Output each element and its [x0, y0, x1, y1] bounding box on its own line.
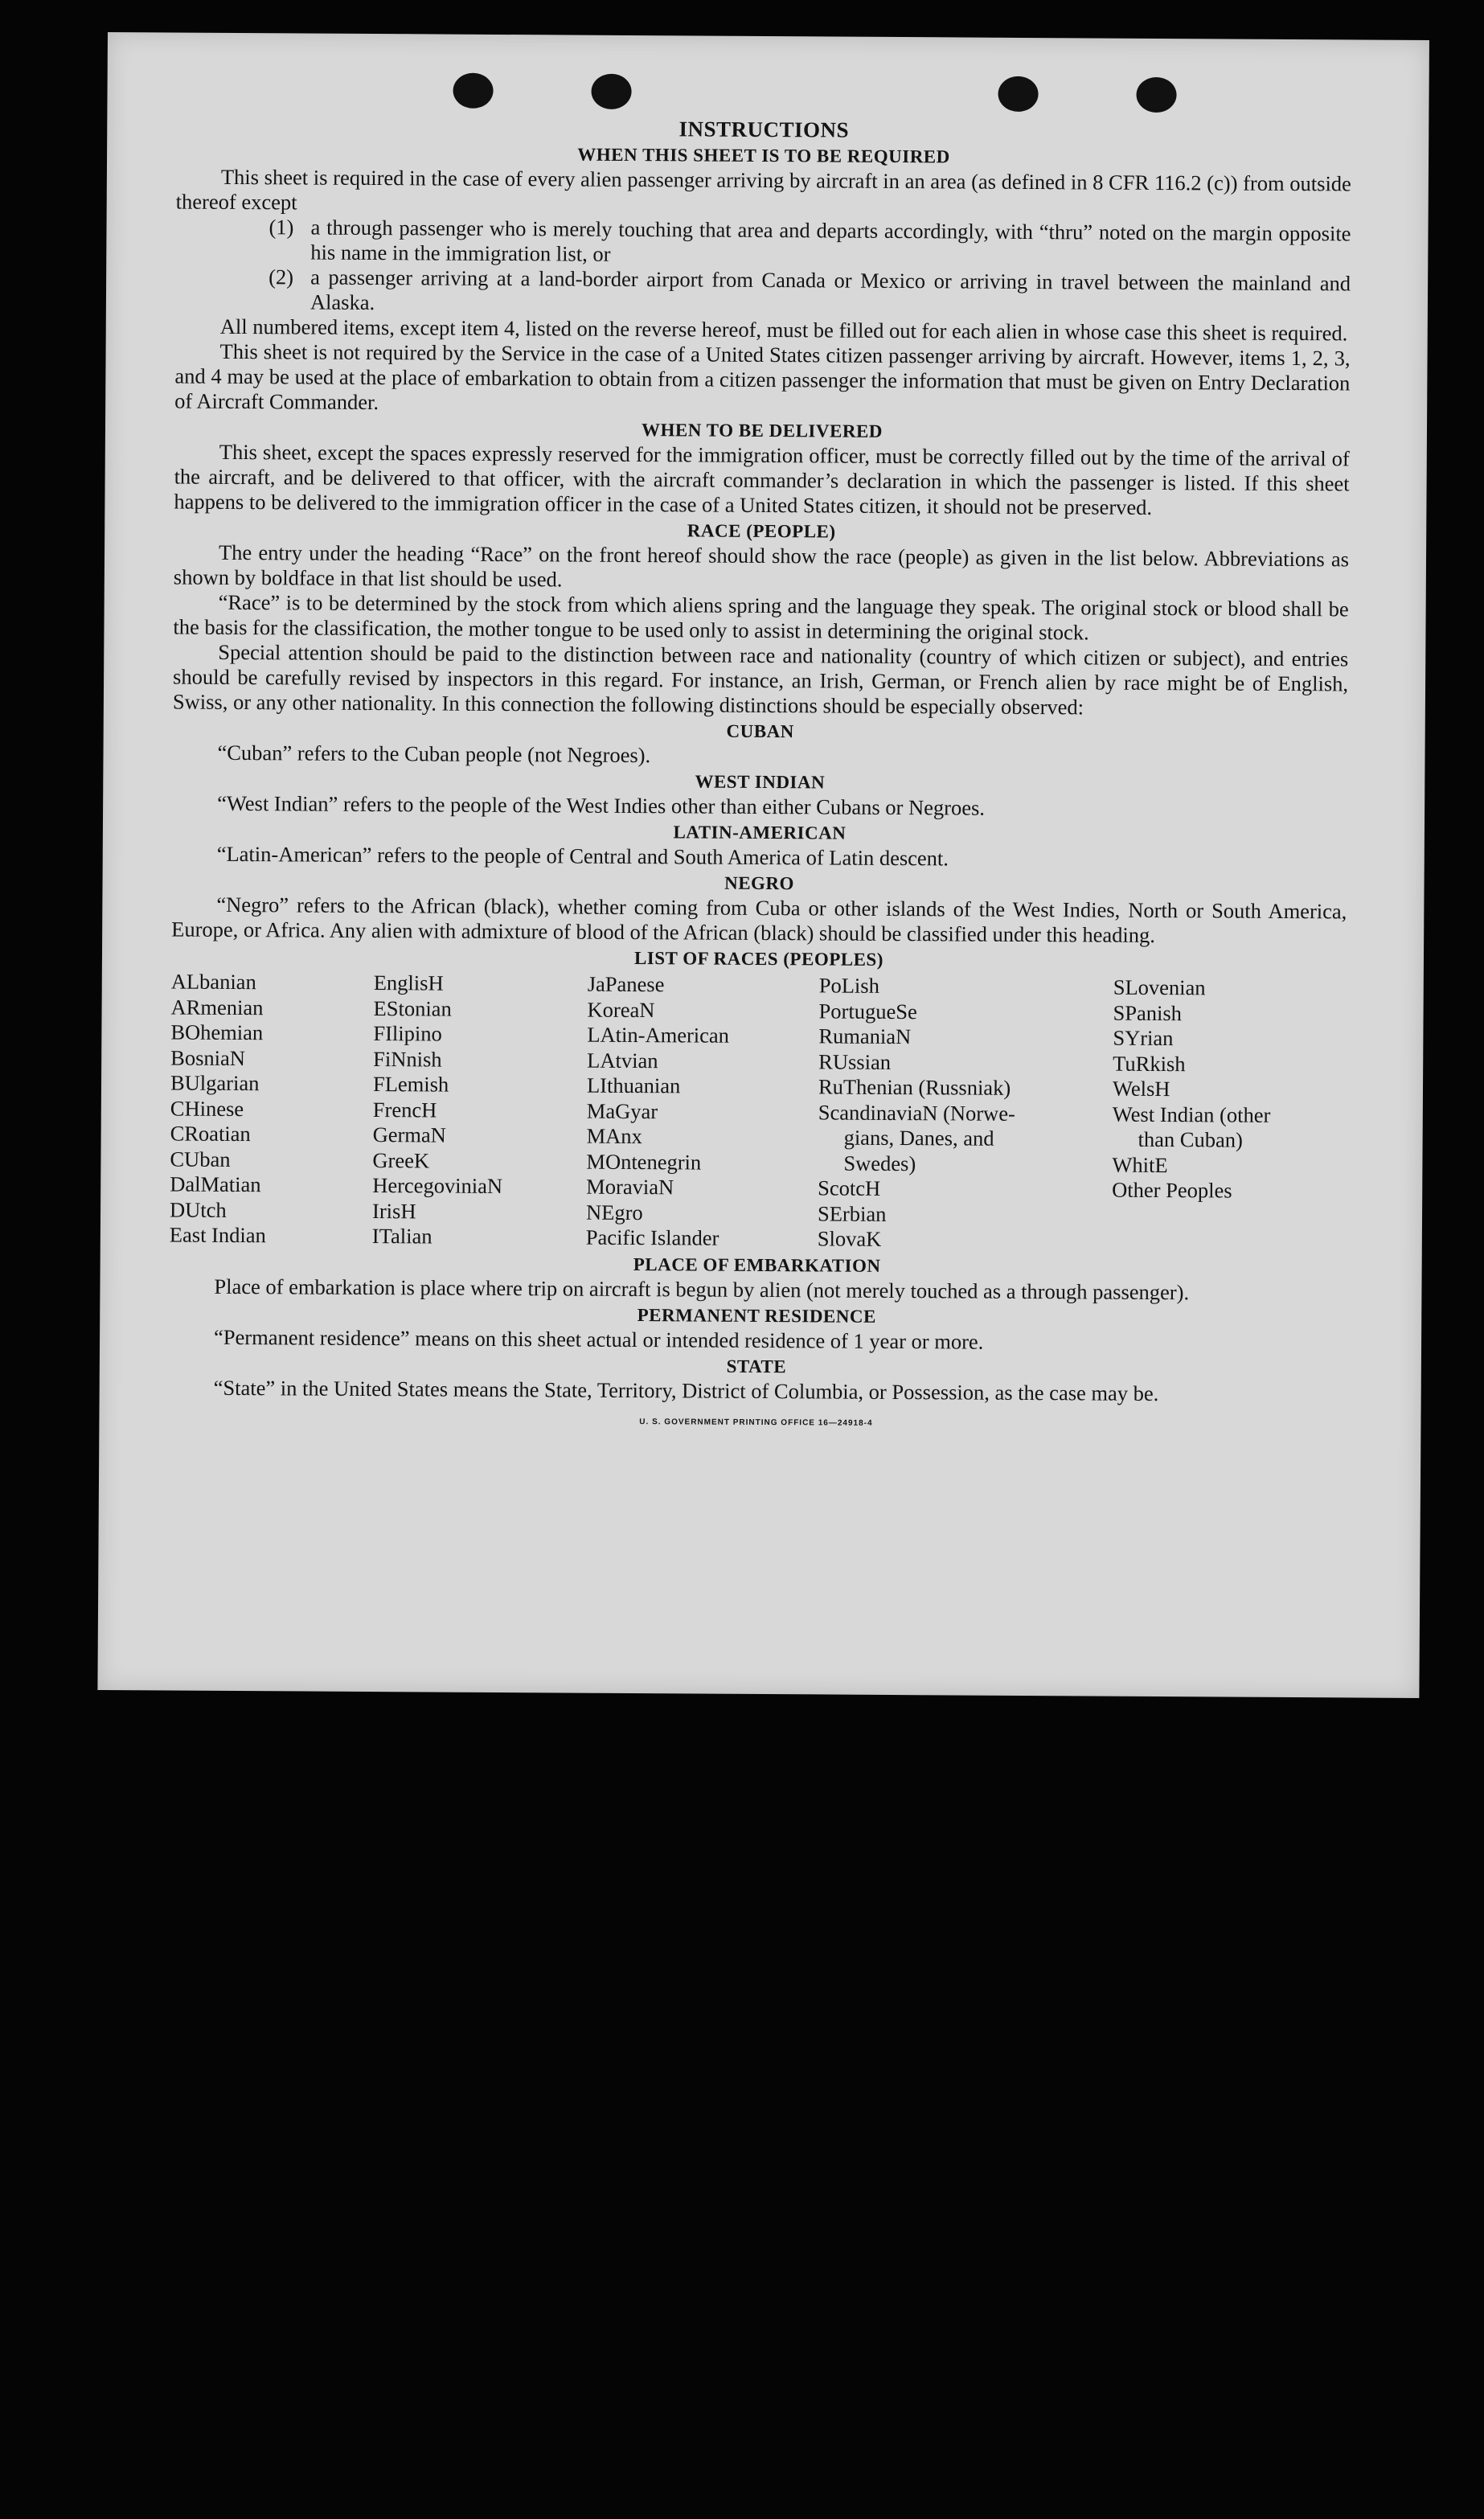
item-text: a through passenger who is merely touching that area and departs accordingly, with “thru” noted on the margin opposite his name in the immigration list, or [310, 215, 1351, 266]
section-heading: PLACE OF EMBARKATION [633, 1253, 881, 1276]
paragraph: “State” in the United States means the State, Territory, District of Columbia, or Possession, as the case may be. [213, 1375, 1159, 1405]
race-column [1112, 975, 1347, 1255]
race-item: TuRkish [1113, 1051, 1186, 1076]
race-column [818, 973, 1113, 1253]
race-item: FLemish [372, 1072, 449, 1097]
race-item: KoreaN [587, 997, 655, 1022]
section-heading: LATIN-AMERICAN [673, 822, 847, 843]
race-item: CUban [170, 1146, 231, 1171]
printer-imprint: U. S. GOVERNMENT PRINTING OFFICE 16—24918-4 [639, 1417, 873, 1428]
race-item: WelsH [1112, 1076, 1170, 1102]
race-item: ScotcH [818, 1175, 881, 1200]
paragraph: Special attention should be paid to the distinction between race and nationality (country of which citizen or subject), and entries should be carefully revised by inspectors in this regard. For instance, an Irish, German, or French alien by race might be of English, Swiss, or any other nationality. In this connection the following distinctions should be especially observed: [172, 639, 1349, 720]
punch-hole [998, 76, 1038, 112]
race-item: LAtvian [587, 1048, 658, 1073]
race-item: RuThenian (Russniak) [818, 1074, 1011, 1100]
paragraph: “Race” is to be determined by the stock from which aliens spring and the language they speak. The original stock or blood shall be the basis for the classification, the mother tongue to be used only to assist in determining the original stock. [173, 589, 1349, 645]
race-item: SlovaK [817, 1226, 882, 1251]
race-item: DUtch [169, 1196, 227, 1222]
race-item: MAnx [586, 1123, 642, 1149]
race-item: CRoatian [170, 1121, 251, 1147]
race-item: FIlipino [373, 1021, 442, 1046]
paragraph: “Latin-American” refers to the people of Central and South America of Latin descent. [216, 841, 949, 871]
race-item: BUlgarian [170, 1070, 260, 1096]
race-item: GermaN [372, 1122, 446, 1147]
race-item: SPanish [1113, 1000, 1183, 1025]
race-item: IrisH [371, 1198, 416, 1223]
race-item: ITalian [371, 1224, 432, 1249]
race-item: RumaniaN [818, 1024, 912, 1049]
paragraph: “Cuban” refers to the Cuban people (not Negroes). [217, 740, 651, 768]
race-item: CHinese [170, 1096, 244, 1121]
paragraph: All numbered items, except item 4, listed on the reverse hereof, must be filled out for each alien in whose case this sheet is required. [219, 314, 1348, 346]
race-item: PortugueSe [818, 998, 917, 1024]
race-column [170, 970, 374, 1249]
paragraph: This sheet is required in the case of every alien passenger arriving by aircraft in an area (as defined in 8 CFR 116.2 (c)) from outside thereof except [175, 164, 1351, 215]
race-item: NEgro [585, 1200, 643, 1225]
paragraph: The entry under the heading “Race” on the front hereof should show the race (people) as given in the list below. Abbreviations as shown by boldface in that list should be used. [173, 539, 1350, 592]
race-item: Other Peoples [1112, 1177, 1232, 1203]
paragraph: “Negro” refers to the African (black), whether coming from Cuba or other islands of the West Indies, North or South America, Europe, or Africa. Any alien with admixture of blood of the African (black) should be classified under this heading. [171, 892, 1347, 947]
section-heading: WHEN THIS SHEET IS TO BE REQUIRED [577, 144, 950, 167]
paragraph: “West Indian” refers to the people of the West Indies other than either Cubans or Negroes. [217, 790, 986, 820]
document-page [97, 32, 1429, 1698]
item-number: (2) [269, 265, 294, 289]
paragraph: “Permanent residence” means on this sheet actual or intended residence of 1 year or more. [214, 1324, 984, 1354]
race-item: HercegoviniaN [372, 1173, 503, 1199]
race-item: ARmenian [170, 995, 264, 1019]
section-heading: CUBAN [726, 720, 794, 742]
list-item [269, 215, 1351, 271]
section-heading: STATE [726, 1356, 787, 1376]
paragraph: Place of embarkation is place where trip on aircraft is begun by alien (not merely touched as a through passenger). [214, 1274, 1190, 1304]
race-item: BOhemian [170, 1019, 264, 1045]
page-title: INSTRUCTIONS [678, 117, 850, 142]
section-heading: PERMANENT RESIDENCE [637, 1304, 876, 1327]
punch-hole [591, 74, 631, 109]
punch-hole [1136, 77, 1176, 113]
race-item: DalMatian [170, 1171, 261, 1197]
race-item: Pacific Islander [585, 1225, 719, 1250]
paragraph: This sheet, except the spaces expressly reserved for the immigration officer, must be correctly filled out by the time of the arrival of the aircraft, and be delivered to that officer, with the aircraft commander’s declaration in which the passenger is listed. If this sheet happens to be delivered to the immigration officer in the case of a United States citizen, it should not be preserved. [174, 439, 1350, 519]
race-column [586, 972, 819, 1252]
list-item [269, 265, 1351, 321]
paragraph: This sheet is not required by the Service in the case of a United States citizen passenger arriving by aircraft. However, items 1, 2, 3, and 4 may be used at the place of embarkation to obtain from a citizen passenger the information that must be given on Entry Declaration of Aircraft Commander. [174, 338, 1351, 415]
race-item: RUssian [818, 1048, 892, 1074]
race-item: WhitE [1112, 1152, 1168, 1177]
race-item: FiNnish [373, 1046, 442, 1072]
race-item-continued: Swedes) [843, 1151, 916, 1175]
section-heading: WEST INDIAN [695, 771, 826, 793]
race-item-continued: than Cuban) [1138, 1126, 1243, 1152]
race-item: GreeK [372, 1147, 430, 1172]
race-item: SErbian [817, 1200, 887, 1226]
race-column [372, 970, 588, 1250]
race-item: BosniaN [170, 1045, 246, 1070]
item-number: (1) [269, 215, 294, 240]
race-list [170, 970, 1347, 1255]
race-item: ScandinaviaN (Norwe- [818, 1099, 1015, 1126]
section-heading: WHEN TO BE DELIVERED [641, 420, 883, 441]
race-item: MOntenegrin [586, 1149, 702, 1175]
race-item: LIthuanian [586, 1073, 681, 1098]
section-heading: RACE (PEOPLE) [687, 520, 836, 542]
race-item: EStonian [373, 995, 452, 1021]
section-heading: NEGRO [724, 872, 795, 894]
race-item: MoraviaN [586, 1174, 674, 1200]
race-item: SLovenian [1113, 974, 1206, 1000]
race-item: JaPanese [587, 971, 665, 997]
race-item: East Indian [169, 1222, 266, 1248]
race-item-continued: gians, Danes, and [843, 1125, 994, 1151]
section-heading: LIST OF RACES (PEOPLES) [633, 948, 884, 970]
race-item: SYrian [1113, 1025, 1174, 1051]
race-item: West Indian (other [1112, 1102, 1271, 1127]
document-body [168, 113, 1351, 1438]
punch-hole [453, 73, 493, 109]
item-text: a passenger arriving at a land-border airport from Canada or Mexico or arriving in travel between the mainland and Alaska. [310, 265, 1351, 315]
race-item: EnglisH [373, 970, 444, 995]
race-item: ALbanian [170, 969, 256, 995]
race-item: LAtin-American [587, 1022, 730, 1048]
race-item: FrencH [372, 1097, 437, 1122]
race-item: PoLish [818, 973, 879, 998]
race-item: MaGyar [586, 1098, 658, 1123]
